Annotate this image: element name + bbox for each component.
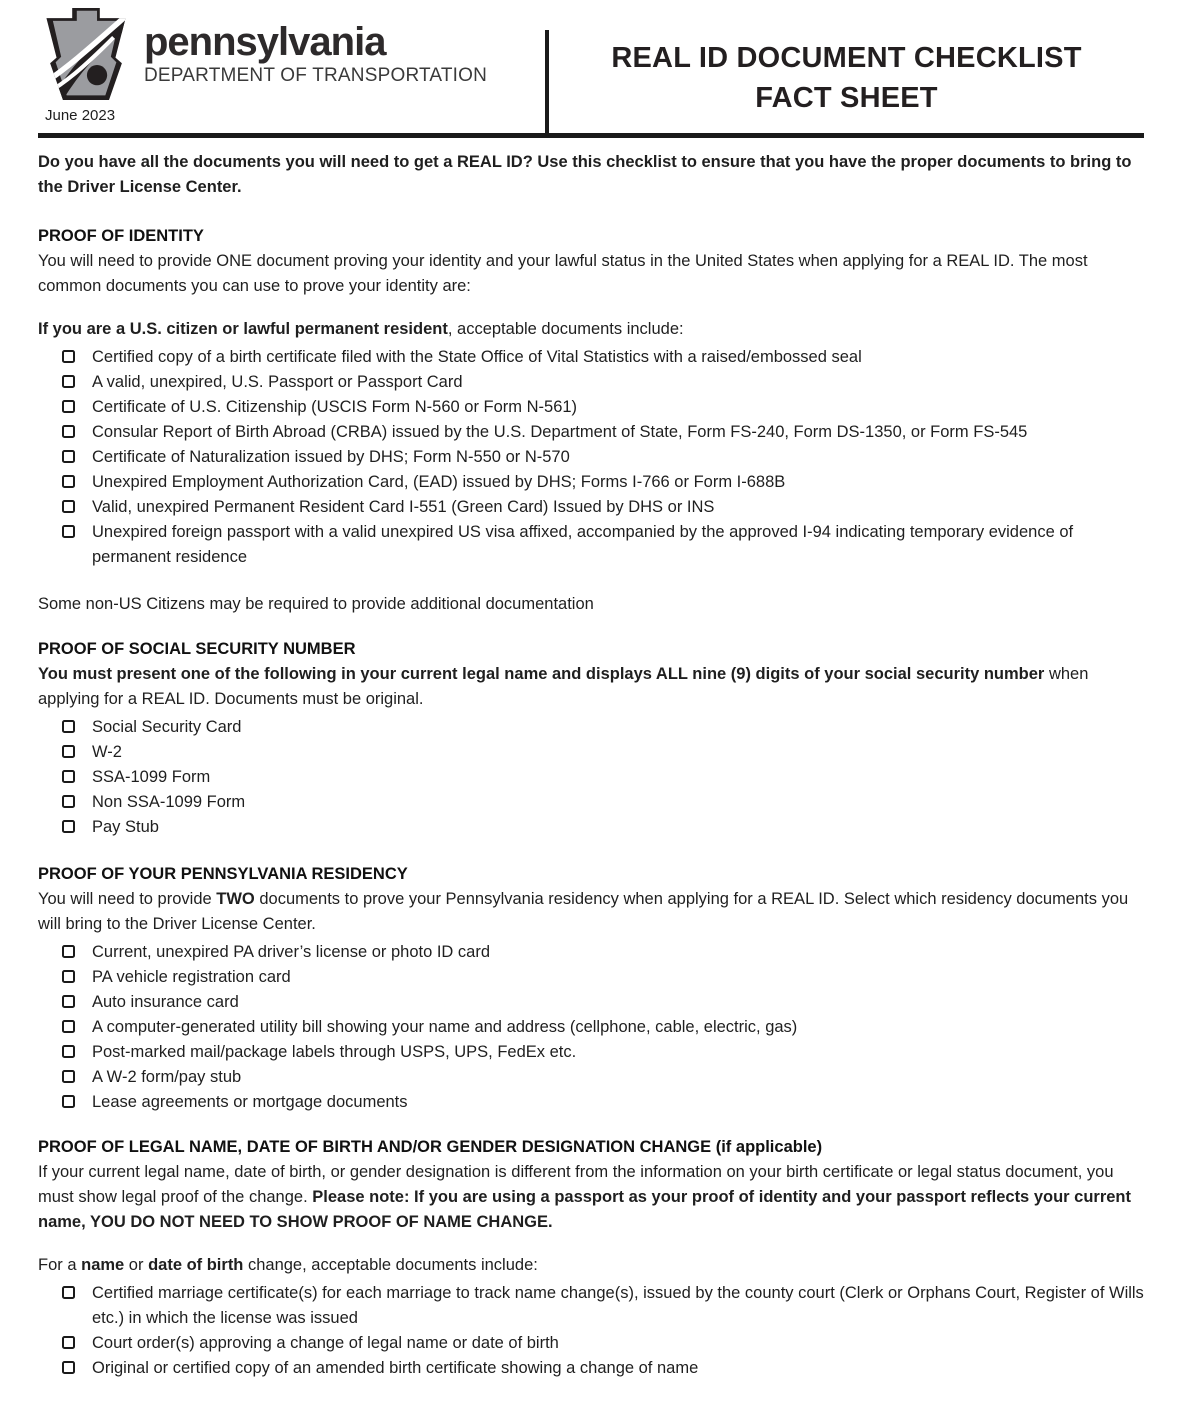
identity-subheading-rest: , acceptable documents include: — [447, 320, 684, 338]
checklist-item — [62, 1015, 1144, 1040]
checklist-item — [62, 495, 1144, 520]
checklist-item-label: Current, unexpired PA driver’s license or photo ID card — [92, 943, 491, 961]
checklist-item — [62, 1065, 1144, 1090]
ssn-paragraph-bold: You must present one of the following in your current legal name and displays ALL nine (9) digits of your social security number — [38, 665, 1045, 683]
checklist-item — [62, 715, 1144, 740]
name-change-checklist — [38, 1281, 1144, 1381]
checklist-item-label: Lease agreements or mortgage documents — [92, 1093, 408, 1111]
identity-checklist — [38, 345, 1144, 570]
name-change-paragraph-bold: Please note: If you are using a passport as your proof of identity and your passport reflects your current name, YOU DO NOT NEED TO SHOW PROOF OF NAME CHANGE. — [38, 1188, 1132, 1231]
checklist-item-label: Certificate of Naturalization issued by DHS; Form N-550 or N-570 — [92, 448, 570, 466]
checklist-item — [62, 420, 1144, 445]
document-body — [38, 138, 1144, 1381]
name-change-subheading-bold-name: name — [81, 1256, 125, 1274]
checkbox-icon[interactable] — [62, 970, 75, 983]
keystone-logo-icon — [38, 8, 134, 100]
identity-subheading-bold: If you are a U.S. citizen or lawful permanent resident — [38, 320, 448, 338]
name-change-paragraph-pre: If your current legal name, date of birth, or gender designation is different from the information on your birth certificate or legal status document, you must show legal proof of the change. — [38, 1163, 1114, 1206]
residency-paragraph-rest: documents to prove your Pennsylvania residency when applying for a REAL ID. Select which residency documents you will bring to the Driver License Center. — [38, 890, 1129, 933]
checklist-item — [62, 965, 1144, 990]
checklist-item — [62, 345, 1144, 370]
checkbox-icon[interactable] — [62, 820, 75, 833]
checkbox-icon[interactable] — [62, 1336, 75, 1349]
checkbox-icon[interactable] — [62, 475, 75, 488]
checklist-item-label: SSA-1099 Form — [92, 768, 211, 786]
checklist-item-label: Original or certified copy of an amended birth certificate showing a change of name — [92, 1359, 699, 1377]
checklist-item-label: A valid, unexpired, U.S. Passport or Passport Card — [92, 373, 463, 391]
logo-wordmark — [144, 8, 487, 87]
section-heading-ssn: PROOF OF SOCIAL SECURITY NUMBER — [38, 640, 356, 658]
title-line-1: REAL ID DOCUMENT CHECKLIST — [611, 42, 1082, 74]
penndot-logo — [38, 8, 487, 100]
checkbox-icon[interactable] — [62, 995, 75, 1008]
checkbox-icon[interactable] — [62, 525, 75, 538]
checkbox-icon[interactable] — [62, 720, 75, 733]
checkbox-icon[interactable] — [62, 1095, 75, 1108]
logo-brand-text: pennsylvania — [144, 20, 386, 64]
checkbox-icon[interactable] — [62, 745, 75, 758]
checkbox-icon[interactable] — [62, 400, 75, 413]
checklist-item-label: Non SSA-1099 Form — [92, 793, 246, 811]
checkbox-icon[interactable] — [62, 350, 75, 363]
checkbox-icon[interactable] — [62, 770, 75, 783]
checklist-item — [62, 395, 1144, 420]
checklist-item-label: Consular Report of Birth Abroad (CRBA) issued by the U.S. Department of State, Form FS-240, Form DS-1350, or Form FS-545 — [92, 423, 1028, 441]
checkbox-icon[interactable] — [62, 795, 75, 808]
identity-note: Some non-US Citizens may be required to provide additional documentation — [38, 595, 594, 613]
checklist-item-label: A W-2 form/pay stub — [92, 1068, 242, 1086]
name-change-subheading-rest: change, acceptable documents include: — [243, 1256, 538, 1274]
checklist-item — [62, 1356, 1144, 1381]
ssn-checklist — [38, 715, 1144, 840]
checklist-item-label: PA vehicle registration card — [92, 968, 291, 986]
ssn-paragraph — [38, 662, 1144, 712]
checklist-item-label: Unexpired foreign passport with a valid unexpired US visa affixed, accompanied by the approved I-94 indicating temporary evidence of permanent residence — [92, 523, 1074, 566]
checkbox-icon[interactable] — [62, 450, 75, 463]
logo-subtitle-text: DEPARTMENT OF TRANSPORTATION — [144, 65, 488, 86]
section-heading-identity: PROOF OF IDENTITY — [38, 227, 204, 245]
checkbox-icon[interactable] — [62, 425, 75, 438]
title-line-2: FACT SHEET — [755, 82, 938, 114]
name-change-subheading — [38, 1253, 1144, 1278]
residency-paragraph — [38, 887, 1144, 937]
checklist-item-label: Auto insurance card — [92, 993, 239, 1011]
checklist-item — [62, 990, 1144, 1015]
residency-paragraph-pre: You will need to provide — [38, 890, 217, 908]
checklist-item-label: Certificate of U.S. Citizenship (USCIS Form N-560 or Form N-561) — [92, 398, 578, 416]
page-header — [38, 0, 1144, 138]
name-change-subheading-mid: or — [124, 1256, 149, 1274]
checklist-item — [62, 1040, 1144, 1065]
section-heading-residency: PROOF OF YOUR PENNSYLVANIA RESIDENCY — [38, 865, 408, 883]
checklist-item — [62, 520, 1144, 570]
checkbox-icon[interactable] — [62, 1045, 75, 1058]
intro-paragraph: Do you have all the documents you will need to get a REAL ID? Use this checklist to ensure that you have the proper documents to bring to the Driver License Center. — [38, 153, 1132, 196]
identity-subheading — [38, 317, 1144, 342]
residency-paragraph-bold: TWO — [216, 890, 255, 908]
checkbox-icon[interactable] — [62, 1286, 75, 1299]
checkbox-icon[interactable] — [62, 1070, 75, 1083]
checklist-item-label: Valid, unexpired Permanent Resident Card I-551 (Green Card) Issued by DHS or INS — [92, 498, 715, 516]
checklist-item — [62, 940, 1144, 965]
checklist-item-label: Certified marriage certificate(s) for each marriage to track name change(s), issued by the county court (Clerk or Orphans Court, Register of Wills etc.) in which the license was issued — [92, 1284, 1144, 1327]
name-change-paragraph — [38, 1160, 1144, 1235]
checklist-item-label: Social Security Card — [92, 718, 242, 736]
residency-checklist — [38, 940, 1144, 1115]
checklist-item — [62, 1281, 1144, 1331]
checklist-item — [62, 370, 1144, 395]
checklist-item — [62, 815, 1144, 840]
checklist-item — [62, 790, 1144, 815]
document-title — [549, 38, 1144, 118]
checklist-item — [62, 740, 1144, 765]
checklist-item-label: A computer-generated utility bill showing your name and address (cellphone, cable, electric, gas) — [92, 1018, 798, 1036]
name-change-subheading-bold-dob: date of birth — [148, 1256, 244, 1274]
name-change-subheading-pre: For a — [38, 1256, 82, 1274]
checklist-item-label: Court order(s) approving a change of legal name or date of birth — [92, 1334, 559, 1352]
ssn-paragraph-rest: when applying for a REAL ID. Documents must be original. — [38, 665, 1089, 708]
checkbox-icon[interactable] — [62, 1020, 75, 1033]
checklist-item-label: Post-marked mail/package labels through USPS, UPS, FedEx etc. — [92, 1043, 577, 1061]
checklist-item — [62, 1331, 1144, 1356]
checklist-item-label: Pay Stub — [92, 818, 159, 836]
checkbox-icon[interactable] — [62, 500, 75, 513]
checklist-item — [62, 445, 1144, 470]
checklist-item — [62, 1090, 1144, 1115]
checkbox-icon[interactable] — [62, 1361, 75, 1374]
checklist-item-label: Unexpired Employment Authorization Card, (EAD) issued by DHS; Forms I-766 or Form I-688B — [92, 473, 786, 491]
identity-paragraph: You will need to provide ONE document proving your identity and your lawful status in the United States when applying for a REAL ID. The most common documents you can use to prove your identity are: — [38, 252, 1088, 295]
checkbox-icon[interactable] — [62, 945, 75, 958]
checklist-item-label: Certified copy of a birth certificate filed with the State Office of Vital Statistics with a raised/embossed seal — [92, 348, 862, 366]
checkbox-icon[interactable] — [62, 375, 75, 388]
checklist-item — [62, 470, 1144, 495]
section-heading-name-change: PROOF OF LEGAL NAME, DATE OF BIRTH AND/OR GENDER DESIGNATION CHANGE (if applicable) — [38, 1138, 823, 1156]
checklist-item — [62, 765, 1144, 790]
document-date: June 2023 — [45, 107, 116, 124]
checklist-item-label: W-2 — [92, 743, 122, 761]
